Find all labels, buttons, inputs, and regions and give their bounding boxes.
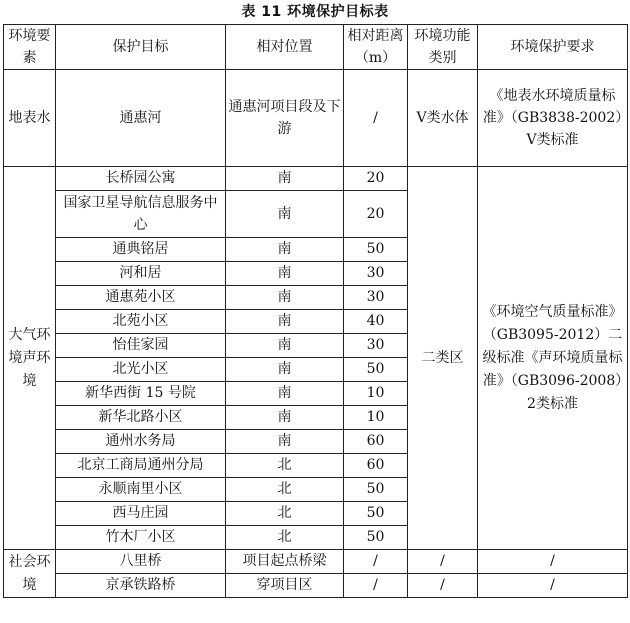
header-row [4, 25, 628, 70]
requirement-cell: / [478, 574, 628, 598]
element-cell: 社会环境 [4, 550, 56, 598]
table-row [4, 574, 628, 598]
target-cell: 西马庄园 [56, 502, 226, 526]
distance-cell: 40 [344, 310, 408, 334]
requirement-cell: 《地表水环境质量标准》（GB3838-2002）Ⅴ类标准 [478, 70, 628, 167]
requirement-cell: / [478, 550, 628, 574]
position-cell: 南 [226, 167, 344, 191]
position-cell: 南 [226, 286, 344, 310]
target-cell: 永顺南里小区 [56, 478, 226, 502]
header-target: 保护目标 [56, 25, 226, 70]
position-cell: 北 [226, 478, 344, 502]
environment-protection-table [3, 24, 628, 598]
distance-cell: 50 [344, 502, 408, 526]
distance-cell: 50 [344, 238, 408, 262]
position-cell: 南 [226, 310, 344, 334]
distance-cell: 60 [344, 430, 408, 454]
function-class-cell: Ⅴ类水体 [408, 70, 478, 167]
position-cell: 南 [226, 382, 344, 406]
distance-cell: 20 [344, 191, 408, 238]
target-cell: 长桥园公寓 [56, 167, 226, 191]
requirement-cell: 《环境空气质量标准》（GB3095-2012）二级标准《声环境质量标准》（GB3096-2008）2类标准 [478, 167, 628, 550]
header-position: 相对位置 [226, 25, 344, 70]
position-cell: 南 [226, 358, 344, 382]
target-cell: 河和居 [56, 262, 226, 286]
function-class-cell: / [408, 574, 478, 598]
position-cell: 北 [226, 526, 344, 550]
target-cell: 京承铁路桥 [56, 574, 226, 598]
table-caption: 表 11 环境保护目标表 [241, 4, 389, 20]
target-cell: 竹木厂小区 [56, 526, 226, 550]
distance-cell: / [344, 550, 408, 574]
position-cell: 北 [226, 454, 344, 478]
distance-cell: 30 [344, 262, 408, 286]
target-cell: 北京工商局通州分局 [56, 454, 226, 478]
target-cell: 八里桥 [56, 550, 226, 574]
target-cell: 通典铭居 [56, 238, 226, 262]
distance-cell: 30 [344, 286, 408, 310]
target-cell: 通惠苑小区 [56, 286, 226, 310]
table-row [4, 550, 628, 574]
position-cell: 南 [226, 334, 344, 358]
distance-cell: / [344, 574, 408, 598]
header-requirement: 环境保护要求 [478, 25, 628, 70]
position-cell: 南 [226, 191, 344, 238]
position-cell: 南 [226, 430, 344, 454]
position-cell: 南 [226, 238, 344, 262]
position-cell: 北 [226, 502, 344, 526]
target-cell: 新华西街 15 号院 [56, 382, 226, 406]
target-cell: 北苑小区 [56, 310, 226, 334]
function-class-cell: 二类区 [408, 167, 478, 550]
distance-cell: 30 [344, 334, 408, 358]
header-function-class: 环境功能类别 [408, 25, 478, 70]
distance-cell: 10 [344, 382, 408, 406]
position-cell: 通惠河项目段及下游 [226, 70, 344, 167]
element-cell: 地表水 [4, 70, 56, 167]
distance-cell: 50 [344, 526, 408, 550]
table-row [4, 70, 628, 167]
target-cell: 北光小区 [56, 358, 226, 382]
target-cell: 通惠河 [56, 70, 226, 167]
target-cell: 怡佳家园 [56, 334, 226, 358]
function-class-cell: / [408, 550, 478, 574]
position-cell: 穿项目区 [226, 574, 344, 598]
target-cell: 国家卫星导航信息服务中心 [56, 191, 226, 238]
header-distance: 相对距离（m） [344, 25, 408, 70]
element-cell: 大气环境声环境 [4, 167, 56, 550]
distance-cell: / [344, 70, 408, 167]
position-cell: 南 [226, 406, 344, 430]
distance-cell: 50 [344, 358, 408, 382]
target-cell: 通州水务局 [56, 430, 226, 454]
target-cell: 新华北路小区 [56, 406, 226, 430]
table-row [4, 167, 628, 191]
position-cell: 南 [226, 262, 344, 286]
distance-cell: 20 [344, 167, 408, 191]
distance-cell: 50 [344, 478, 408, 502]
distance-cell: 60 [344, 454, 408, 478]
position-cell: 项目起点桥梁 [226, 550, 344, 574]
distance-cell: 10 [344, 406, 408, 430]
header-element: 环境要素 [4, 25, 56, 70]
